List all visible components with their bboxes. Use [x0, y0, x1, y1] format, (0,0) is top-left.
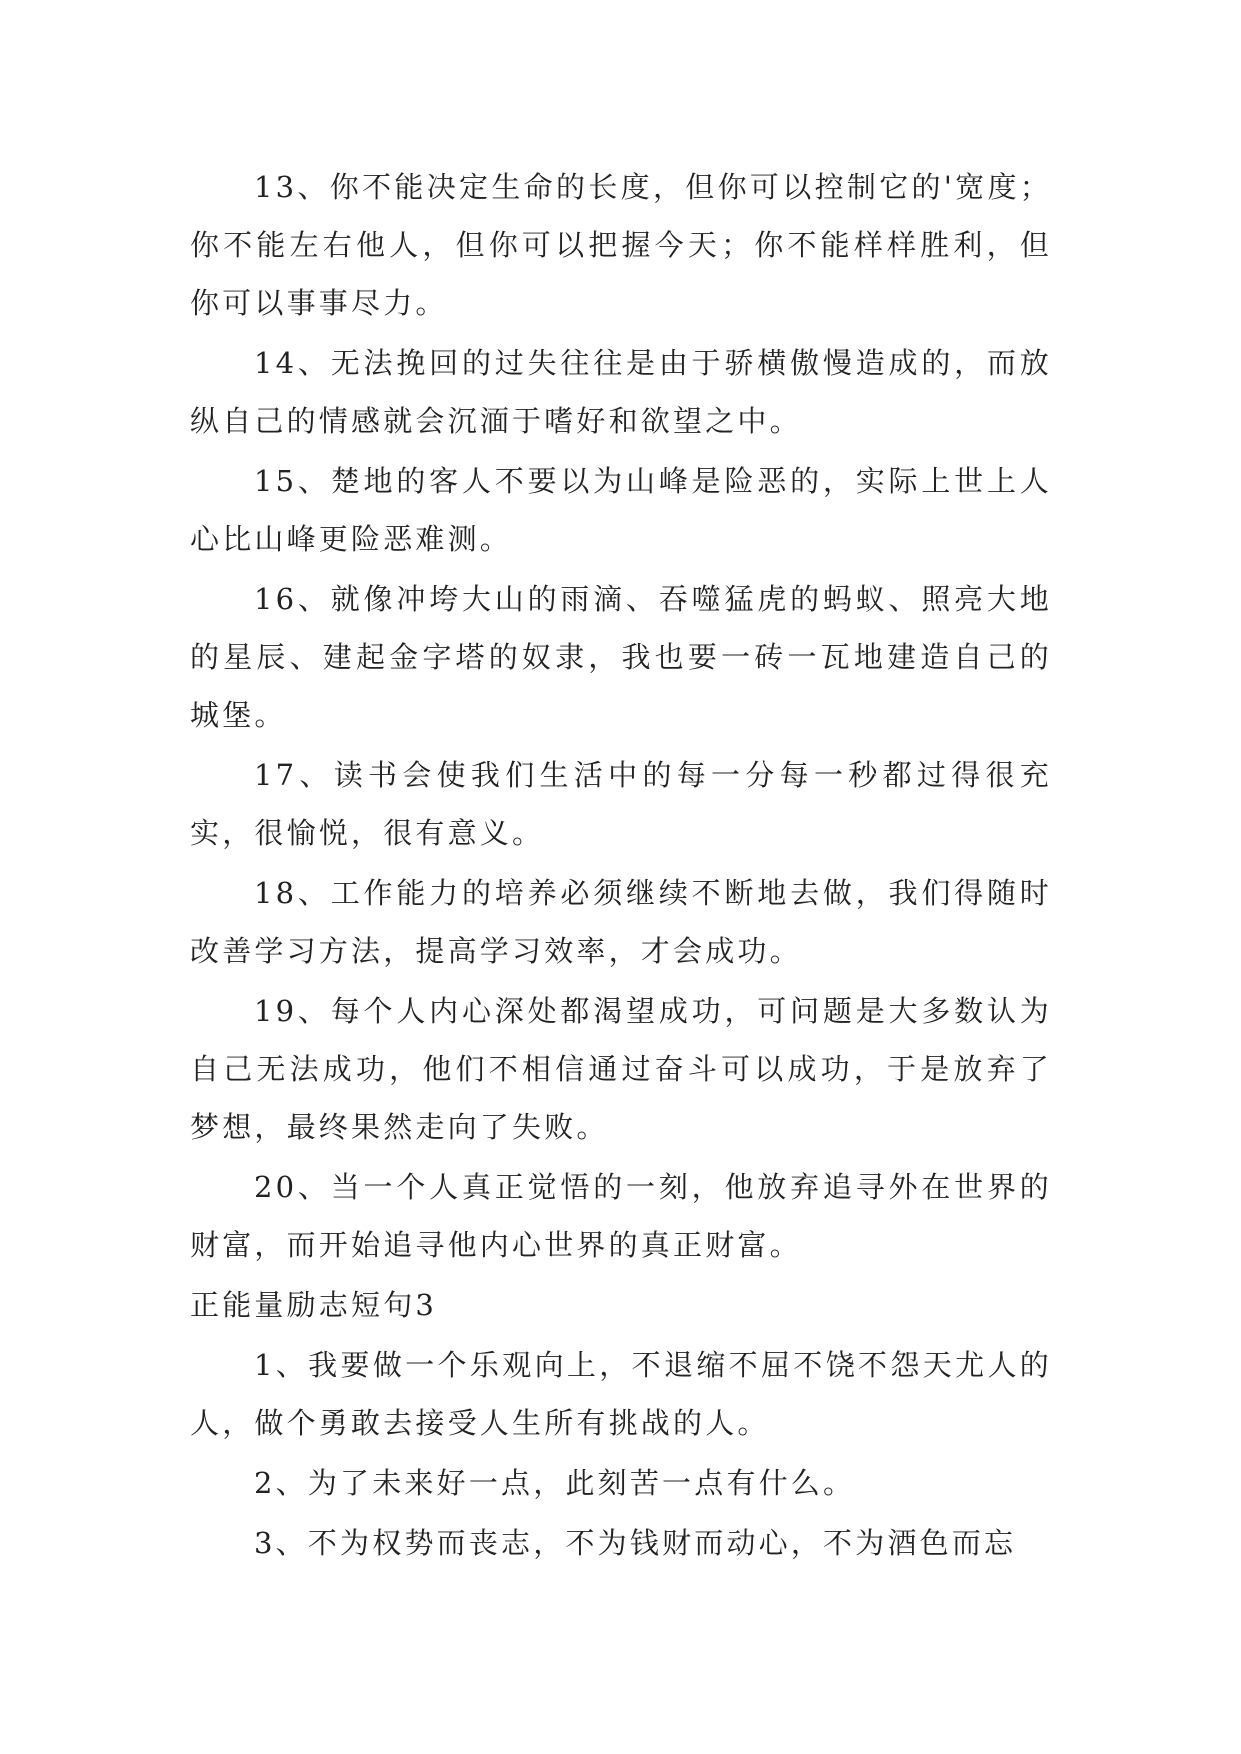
- section-paragraph-2: 2、为了未来好一点，此刻苦一点有什么。: [254, 1466, 856, 1500]
- paragraph-13: 13、你不能决定生命的长度，但你可以控制它的'宽度；你不能左右他人，但你可以把握今天；你不能样样胜利，但你可以事事尽力。: [190, 170, 1052, 320]
- paragraph-14: 14、无法挽回的过失往往是由于骄横傲慢造成的，而放纵自己的情感就会沉湎于嗜好和欲望之中。: [190, 346, 1052, 438]
- section-paragraph-1: 1、我要做一个乐观向上，不退缩不屈不饶不怨天尤人的人，做个勇敢去接受人生所有挑战的人。: [190, 1348, 1052, 1440]
- paragraph-15: 15、楚地的客人不要以为山峰是险恶的，实际上世上人心比山峰更险恶难测。: [190, 464, 1052, 556]
- paragraph-16: 16、就像冲垮大山的雨滴、吞噬猛虎的蚂蚁、照亮大地的星辰、建起金字塔的奴隶，我也要一砖一瓦地建造自己的城堡。: [190, 582, 1052, 732]
- paragraph-18: 18、工作能力的培养必须继续不断地去做，我们得随时改善学习方法，提高学习效率，才会成功。: [190, 876, 1052, 968]
- paragraph-19: 19、每个人内心深处都渴望成功，可问题是大多数认为自己无法成功，他们不相信通过奋斗可以成功，于是放弃了梦想，最终果然走向了失败。: [190, 994, 1052, 1144]
- section-paragraph-3: 3、不为权势而丧志，不为钱财而动心，不为酒色而忘: [254, 1526, 1017, 1560]
- paragraph-20: 20、当一个人真正觉悟的一刻，他放弃追寻外在世界的财富，而开始追寻他内心世界的真正财富。: [190, 1170, 1052, 1262]
- paragraph-17: 17、读书会使我们生活中的每一分每一秒都过得很充实，很愉悦，很有意义。: [190, 758, 1052, 850]
- section-heading: 正能量励志短句3: [190, 1288, 438, 1322]
- document-body: [190, 158, 1052, 1574]
